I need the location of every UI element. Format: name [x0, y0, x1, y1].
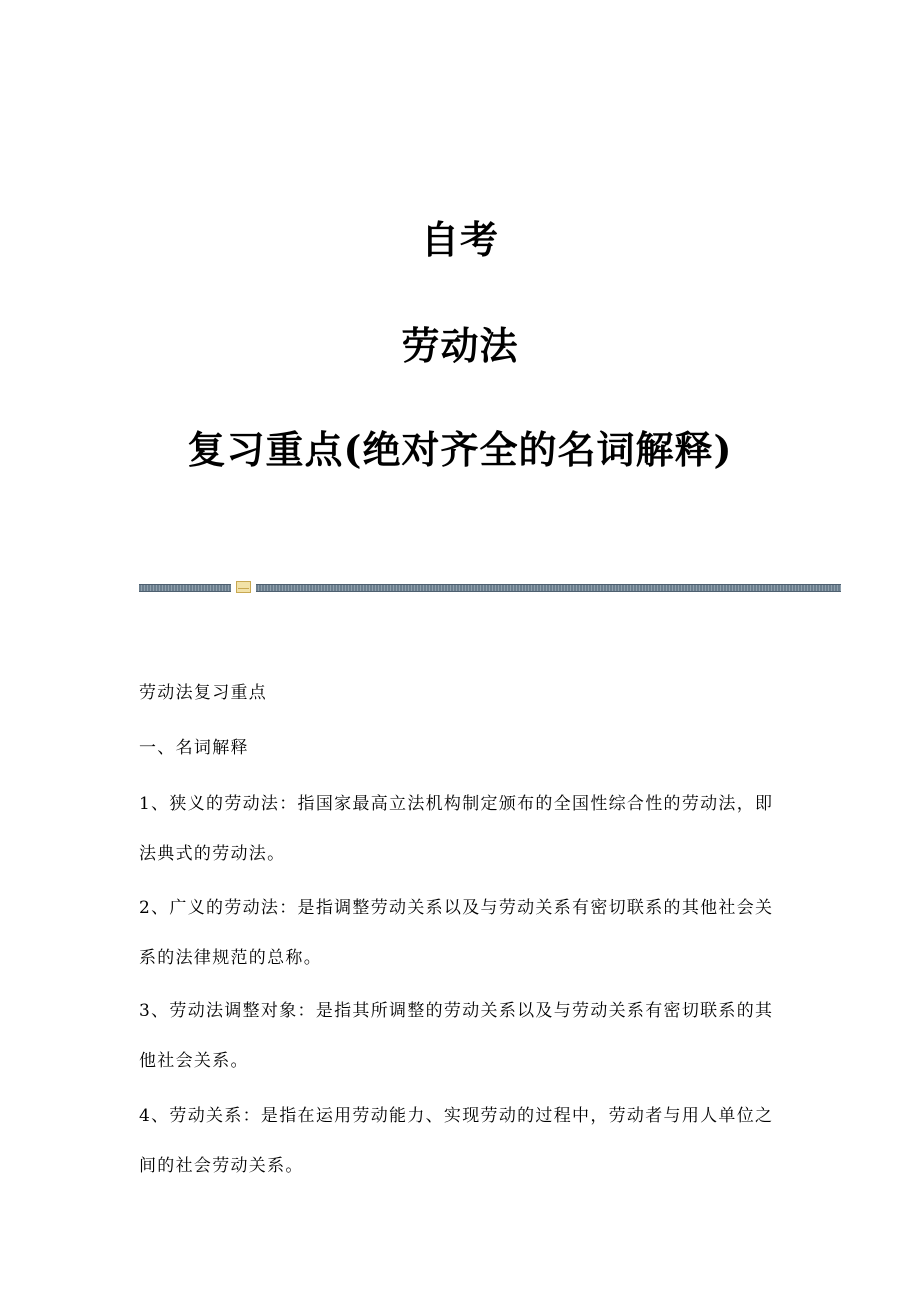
definition-4-line-1: 4、劳动关系：是指在运用劳动能力、实现劳动的过程中，劳动者与用人单位之 [139, 1106, 774, 1126]
definition-1-line-2: 法典式的劳动法。 [139, 844, 286, 864]
definition-2-line-2: 系的法律规范的总称。 [139, 948, 322, 968]
definition-3-line-2: 他社会关系。 [139, 1051, 249, 1071]
title-line-2: 劳动法 [401, 323, 519, 368]
divider-bar-right [256, 584, 841, 592]
envelope-ornament-icon [236, 581, 251, 593]
definition-1-line-1: 1、狭义的劳动法：指国家最高立法机构制定颁布的全国性综合性的劳动法，即 [139, 794, 774, 814]
title-line-3: 复习重点(绝对齐全的名词解释) [187, 427, 733, 472]
decorative-divider [139, 581, 841, 593]
definition-4-line-2: 间的社会劳动关系。 [139, 1156, 304, 1176]
section-heading: 一、名词解释 [139, 738, 249, 758]
review-heading: 劳动法复习重点 [139, 683, 268, 703]
title-line-1: 自考 [420, 217, 499, 262]
definition-3-line-1: 3、劳动法调整对象：是指其所调整的劳动关系以及与劳动关系有密切联系的其 [139, 1001, 774, 1021]
divider-bar-left [139, 584, 231, 592]
definition-2-line-1: 2、广义的劳动法：是指调整劳动关系以及与劳动关系有密切联系的其他社会关 [139, 898, 774, 918]
